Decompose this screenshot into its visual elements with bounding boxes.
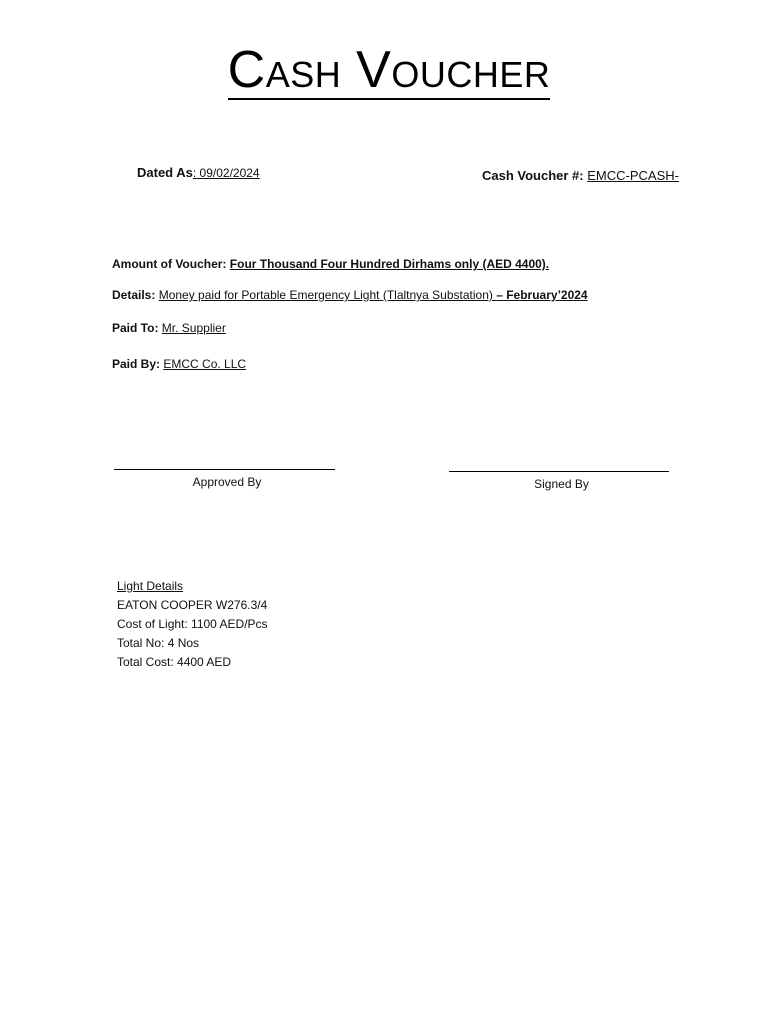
- details-label: Details:: [112, 288, 156, 302]
- light-details-model: EATON COOPER W276.3/4: [117, 598, 268, 612]
- amount-value: Four Thousand Four Hundred Dirhams only (AED 4400).: [229, 257, 550, 271]
- details-value-month: – February’2024: [496, 288, 588, 302]
- dated-label: Dated As: [137, 165, 193, 180]
- page-title: [0, 40, 768, 100]
- approved-by-label: Approved By: [192, 475, 262, 489]
- signed-by-line: [449, 471, 669, 472]
- paid-to-label: Paid To:: [112, 321, 159, 335]
- voucher-number-value: EMCC-PCASH-: [587, 168, 679, 183]
- paid-to-row: [112, 321, 226, 336]
- paid-by-label: Paid By:: [112, 357, 161, 371]
- page-title-text: Cash Voucher: [227, 41, 551, 99]
- details-value-text: Money paid for Portable Emergency Light (Tlaltnya Substation): [158, 288, 497, 302]
- paid-to-value: Mr. Supplier: [161, 321, 226, 335]
- amount-label: Amount of Voucher:: [112, 257, 227, 271]
- approved-by-line: [114, 469, 335, 470]
- light-details-total-cost: Total Cost: 4400 AED: [117, 655, 232, 669]
- voucher-number-row: [482, 168, 679, 183]
- light-details-total-no: Total No: 4 Nos: [117, 636, 200, 650]
- paid-by-row: [112, 357, 246, 372]
- details-value: [159, 288, 588, 302]
- signed-by-label: Signed By: [534, 477, 589, 491]
- light-details-section: [117, 577, 268, 672]
- details-row: [112, 288, 588, 303]
- dated-row: [137, 165, 260, 181]
- light-details-cost: Cost of Light: 1100 AED/Pcs: [117, 617, 268, 631]
- amount-row: [112, 257, 549, 272]
- voucher-number-label: Cash Voucher #:: [482, 168, 584, 183]
- dated-value: : 09/02/2024: [192, 166, 260, 180]
- paid-by-value: EMCC Co. LLC: [163, 357, 247, 371]
- light-details-heading: Light Details: [117, 579, 184, 593]
